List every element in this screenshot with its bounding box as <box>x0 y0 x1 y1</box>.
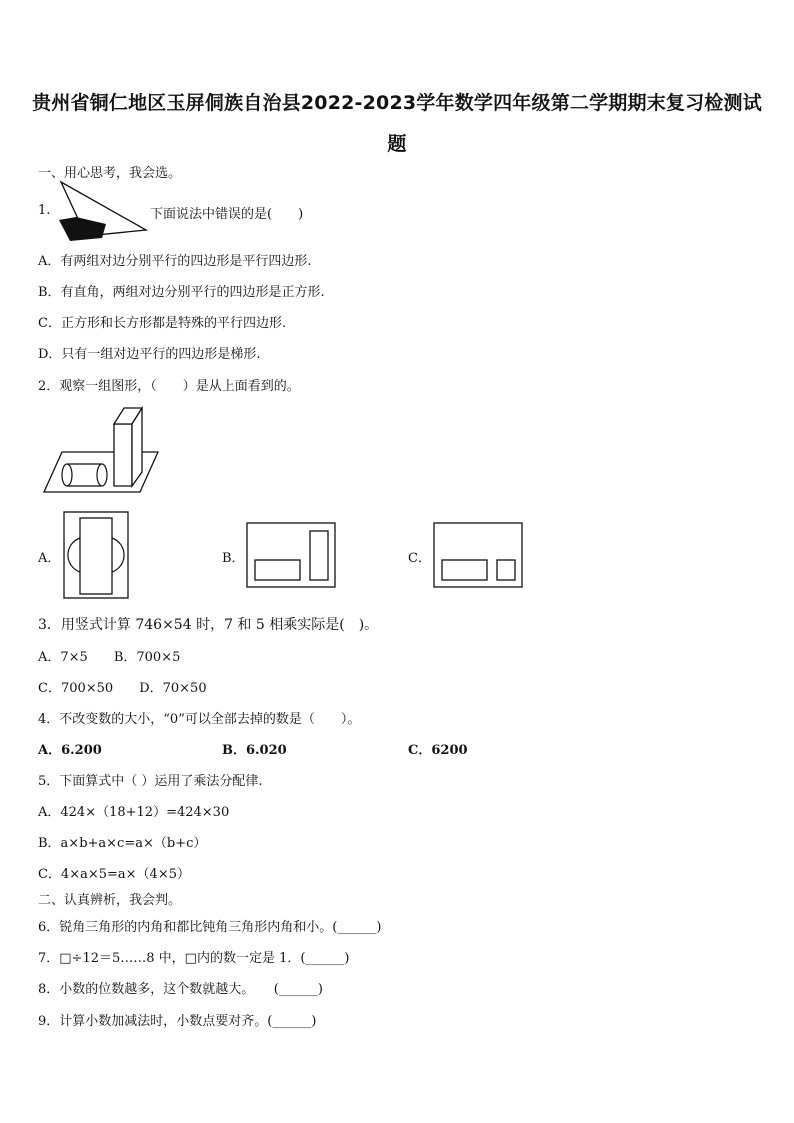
q1-option-a: A．有两组对边分别平行的四边形是平行四边形. <box>38 254 312 269</box>
q5-option-c: C．4×a×5=a×（4×5） <box>38 867 190 882</box>
q1-option-b: B．有直角，两组对边分别平行的四边形是正方形. <box>38 285 325 300</box>
cylinder-end-left <box>62 464 72 486</box>
q2-option-c-figure <box>432 521 524 589</box>
q4-stem: 4．不改变数的大小，“0”可以全部去掉的数是（ ）。 <box>38 712 361 727</box>
section-heading-1: 一、用心思考，我会选。 <box>38 166 182 181</box>
q4-option-b: B．6.020 <box>222 743 287 758</box>
q5-option-a: A．424×（18+12）=424×30 <box>38 805 230 820</box>
document-title-line1: 贵州省铜仁地区玉屏侗族自治县2022-2023学年数学四年级第二学期期末复习检测试 <box>32 92 762 114</box>
document-title-line2: 题 <box>387 133 407 155</box>
q2-option-b-label: B． <box>222 551 245 566</box>
cylinder-end-right <box>97 464 107 486</box>
q7-statement: 7．□÷12＝5……8 中，□内的数一定是 1．(______) <box>38 951 350 966</box>
q6-statement: 6．锐角三角形的内角和都比钝角三角形内角和小。(______) <box>38 920 382 935</box>
q3-options-row1: A．7×5 B．700×5 <box>38 650 181 665</box>
q5-stem: 5．下面算式中（ ）运用了乘法分配律. <box>38 774 263 789</box>
black-pentagon-shape <box>59 217 106 241</box>
q4-option-c: C．6200 <box>408 743 468 758</box>
section-heading-2: 二、认真辨析，我会判。 <box>38 893 182 908</box>
q1-triangle-figure <box>56 180 148 242</box>
q3-options-row2: C．700×50 D．70×50 <box>38 681 207 696</box>
q2-stem: 2．观察一组图形，（ ）是从上面看到的。 <box>38 379 300 394</box>
q1-option-c: C．正方形和长方形都是特殊的平行四边形. <box>38 316 287 331</box>
q1-option-d: D．只有一组对边平行的四边形是梯形. <box>38 347 261 362</box>
q4-option-a: A．6.200 <box>38 743 102 758</box>
q2-option-b-figure <box>245 521 337 589</box>
q9-statement: 9．计算小数加减法时，小数点要对齐。(______) <box>38 1014 317 1029</box>
cuboid-front <box>114 424 132 486</box>
q2-option-a-label: A． <box>38 551 61 566</box>
q1-number: 1. <box>38 203 51 218</box>
q1-stem: 下面说法中错误的是( ) <box>150 207 304 222</box>
q2-option-c-label: C． <box>408 551 431 566</box>
q5-option-b: B．a×b+a×c=a×（b+c） <box>38 836 207 851</box>
q2-option-a-figure <box>62 510 132 600</box>
q2-3d-figure <box>40 404 164 496</box>
q3-stem: 3．用竖式计算 746×54 时，7 和 5 相乘实际是( )。 <box>38 617 379 633</box>
q8-statement: 8．小数的位数越多，这个数就越大。 (______) <box>38 982 323 997</box>
